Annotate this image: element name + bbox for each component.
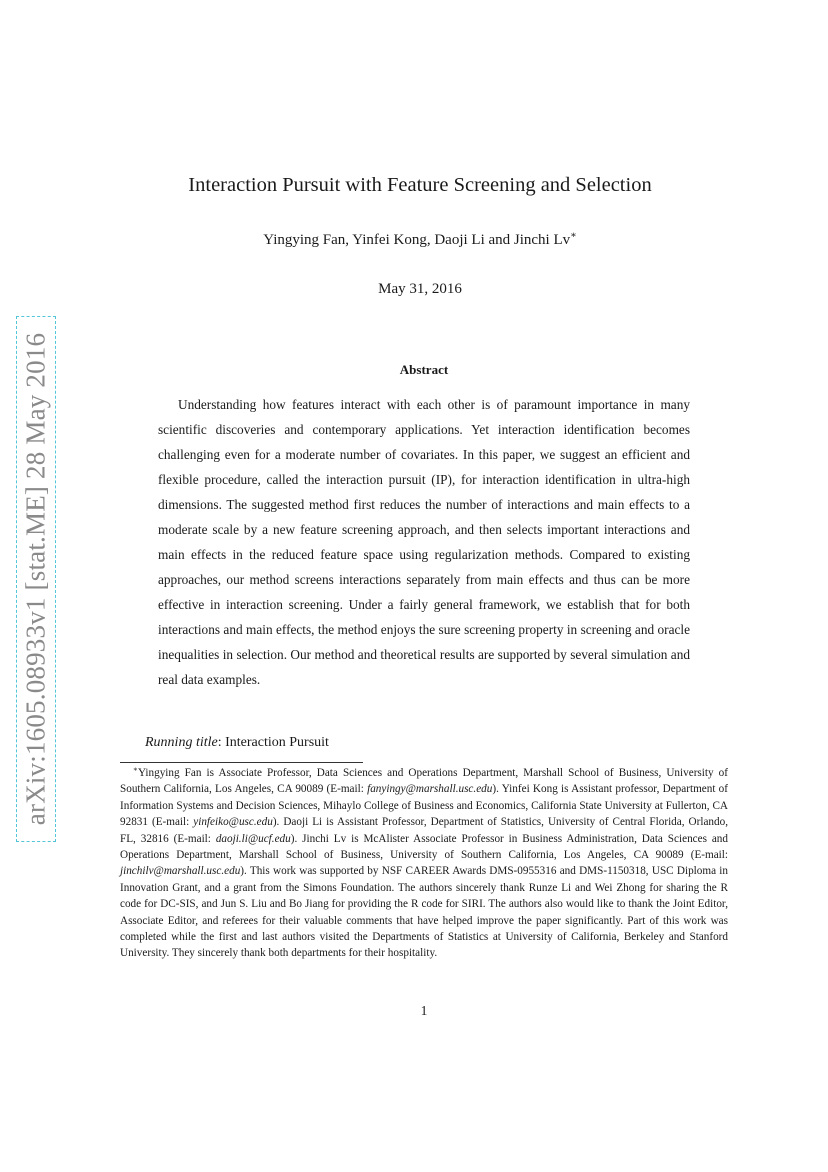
arxiv-identifier: arXiv:1605.08933v1 [stat.ME] 28 May 2016 xyxy=(20,332,51,826)
footnote-email-3: daoji.li@ucf.edu xyxy=(215,832,291,845)
paper-date: May 31, 2016 xyxy=(378,281,462,297)
running-title-separator: : xyxy=(217,735,226,750)
footnote-email-2: yinfeiko@usc.edu xyxy=(193,816,273,829)
footnote-text-2: ). Yinfei Kong is Assistant professor, Department of Information Systems and Decision Sciences, Mihaylo College of Business and Economics, California State University at Fullerton, CA 92831 (E-mail: xyxy=(120,783,729,829)
page-number: 1 xyxy=(420,1003,428,1018)
paper-authors xyxy=(120,232,720,249)
author-names: Yingying Fan, Yinfei Kong, Daoji Li and Jinchi Lv xyxy=(263,232,571,248)
footnote-rule xyxy=(120,762,363,763)
author-footnote xyxy=(120,765,728,962)
running-title xyxy=(145,735,329,751)
footnote-text-5: ). This work was supported by NSF CAREER Awards DMS-0955316 and DMS-1150318, USC Diploma in Innovation Grant, and a grant from the Simons Foundation. The authors sincerely thank Runze Li and Wei Zhong for sharing the R code for DC-SIS, and Jun S. Liu and Bo Jiang for providing the R code for SIRI. The authors also would like to thank the Joint Editor, Associate Editor, and referees for their valuable comments that have helped improve the paper significantly. Part of this work was completed while the first and last authors visited the Departments of Statistics at University of California, Berkeley and Stanford University. They sincerely thank both departments for their hospitality. xyxy=(120,865,728,960)
footnote-text-3: ). Daoji Li is Assistant Professor, Department of Statistics, University of Central Florida, Orlando, FL, 32816 (E-mail: xyxy=(120,816,728,845)
abstract-heading: Abstract xyxy=(399,362,449,377)
running-title-value: Interaction Pursuit xyxy=(225,735,329,750)
footnote-email-1: fanyingy@marshall.usc.edu xyxy=(367,783,493,796)
footnote-text-4: ). Jinchi Lv is McAlister Associate Professor in Business Administration, Data Sciences and Operations Department, Marshall School of Business, University of Southern California, Los Angeles, CA 90089 (E-mail: xyxy=(120,832,728,862)
author-footnote-mark: ∗ xyxy=(570,230,577,241)
paper-title: Interaction Pursuit with Feature Screening and Selection xyxy=(188,174,652,196)
footnote-email-4: jinchilv@marshall.usc.edu xyxy=(120,865,241,878)
running-title-label: Running title xyxy=(145,735,218,750)
footnote-text-1: Yingying Fan is Associate Professor, Data Sciences and Operations Department, Marshall School of Business, University of Southern California, Los Angeles, CA 90089 (E-mail: xyxy=(120,767,728,796)
footnote-mark: ∗ xyxy=(133,765,138,774)
abstract-body: Understanding how features interact with each other is of paramount importance in many scientific discoveries and contemporary applications. Yet interaction identification becomes challenging even for a moderate number of covariates. In this paper, we suggest an efficient and flexible procedure, called the interaction pursuit (IP), for interaction identification in ultra-high dimensions. The suggested method first reduces the number of interactions and main effects to a moderate scale by a new feature screening approach, and then selects important interactions and main effects in the reduced feature space using regularization methods. Compared to existing approaches, our method screens interactions separately from main effects and thus can be more effective in interaction screening. Under a fairly general framework, we establish that for both interactions and main effects, the method enjoys the sure screening property in screening and oracle inequalities in selection. Our method and theoretical results are supported by several simulation and real data examples. xyxy=(158,397,690,687)
